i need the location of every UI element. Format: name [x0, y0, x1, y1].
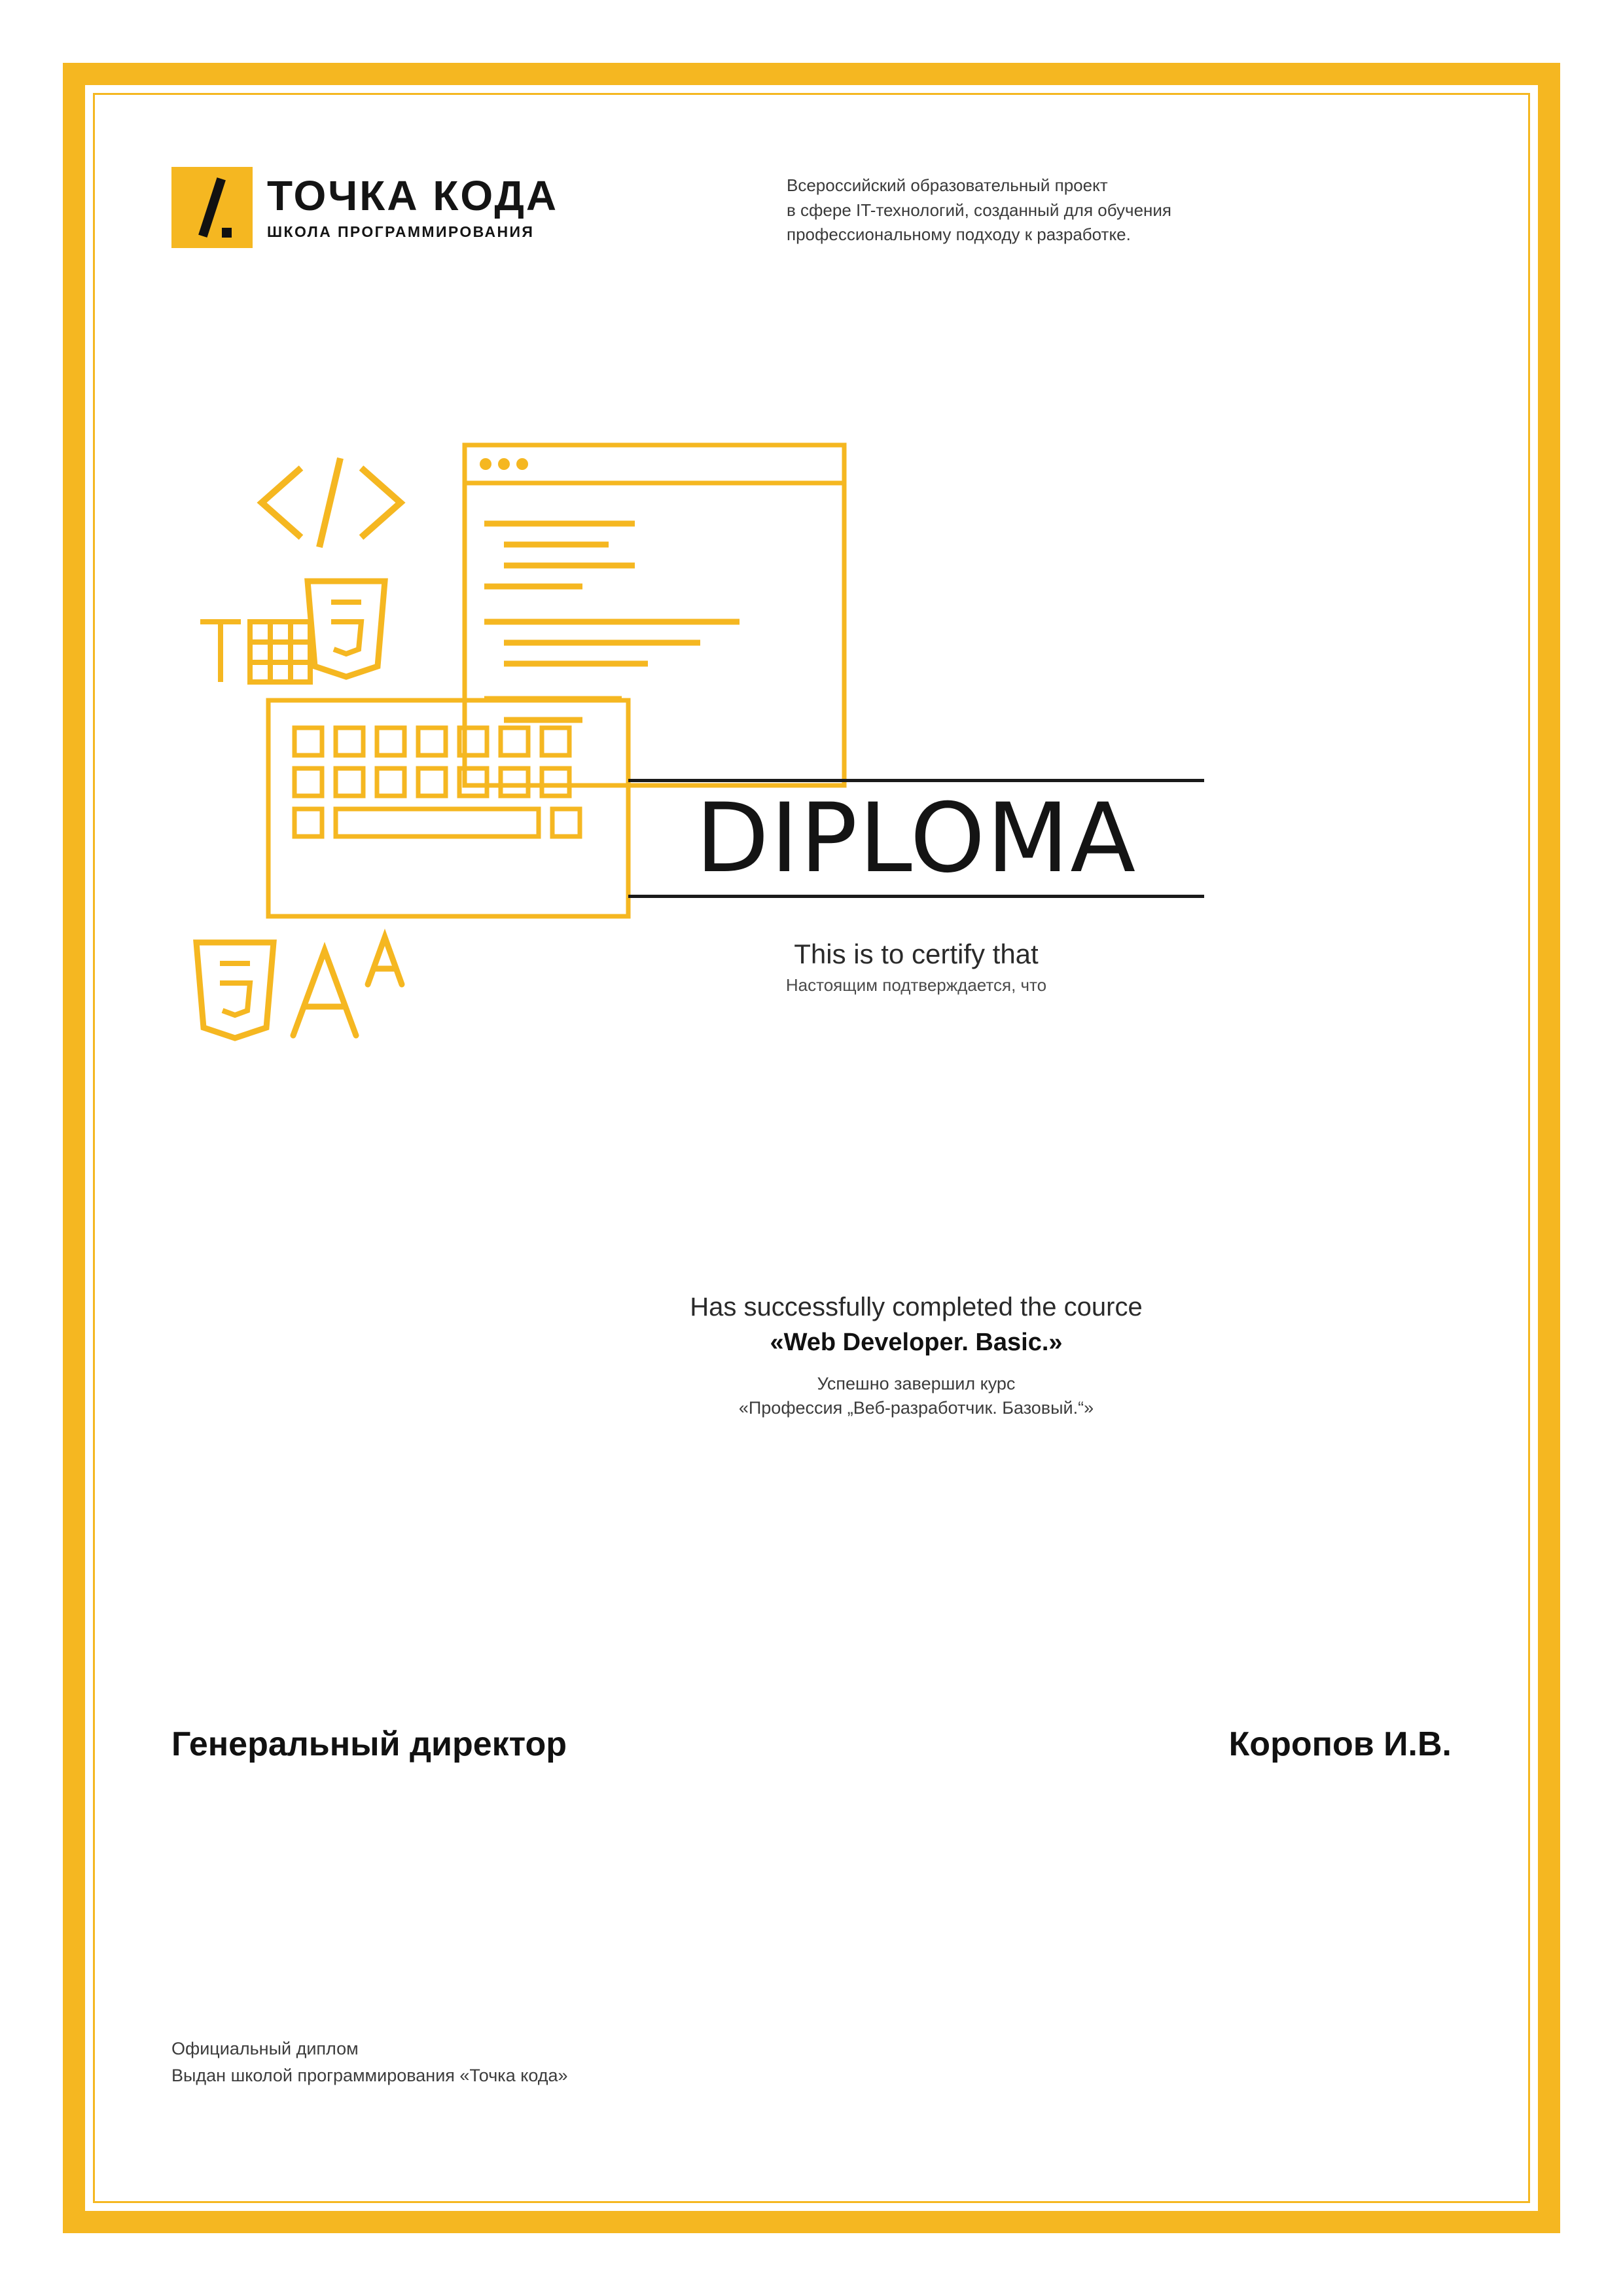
brand-subtitle: ШКОЛА ПРОГРАММИРОВАНИЯ [267, 223, 535, 241]
brand-logo-text [267, 171, 559, 241]
diploma-title-block [628, 779, 1204, 996]
diploma-rule-bottom [628, 895, 1204, 898]
keyboard-icon [268, 700, 628, 916]
course-name-ru: «Профессия „Веб-разработчик. Базовый.“» [738, 1398, 1094, 1418]
css3-shield-icon [196, 942, 274, 1038]
typography-grid-icon [200, 622, 310, 682]
browser-window-icon [465, 445, 844, 785]
signature-role: Генеральный директор [171, 1725, 567, 1763]
course-completed-ru: Успешно завершил курс [817, 1374, 1016, 1393]
diploma-title: DIPLOMA [695, 783, 1137, 894]
brand-logo [171, 167, 760, 248]
code-brackets-icon [262, 458, 401, 547]
header-description-line-2: в сфере IT-технологий, созданный для обучения [787, 200, 1171, 220]
course-completed-en: Has successfully completed the cource [690, 1293, 1143, 1321]
header-description-line-3: профессиональному подходу к разработке. [787, 224, 1131, 245]
footer-line-1: Официальный диплом [171, 2039, 359, 2058]
signature-name: Коропов И.В. [1228, 1725, 1452, 1763]
certify-text-en: This is to certify that [794, 939, 1039, 970]
brand-title: ТОЧКА КОДА [267, 171, 559, 219]
course-name-en: «Web Developer. Basic.» [770, 1329, 1063, 1356]
font-size-icon [293, 937, 402, 1035]
footer-line-2: Выдан школой программирования «Точка кода» [171, 2065, 568, 2085]
signature-row [171, 1725, 1452, 1764]
slash-dot-logo-icon [171, 167, 253, 248]
header-description [787, 167, 1171, 247]
html5-shield-icon [308, 581, 385, 677]
course-block [563, 1293, 1270, 1418]
certify-text-ru: Настоящим подтверждается, что [785, 975, 1047, 996]
footer [171, 2036, 568, 2089]
header [171, 167, 1452, 248]
header-description-line-1: Всероссийский образовательный проект [787, 175, 1108, 195]
